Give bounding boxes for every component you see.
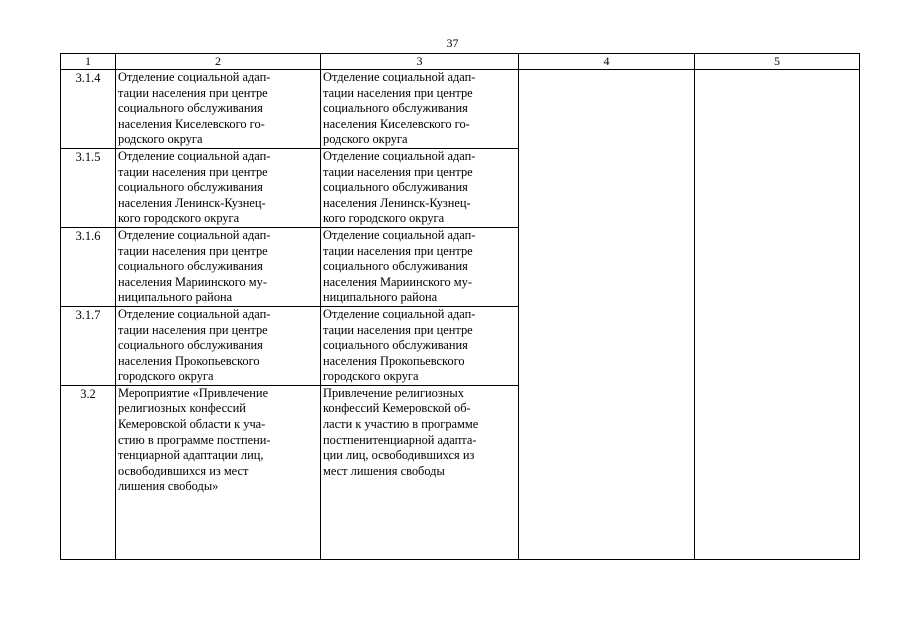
header-col-5: 5 [695, 54, 860, 70]
row-number: 3.2 [61, 385, 116, 559]
row-number: 3.1.4 [61, 70, 116, 149]
row-number: 3.1.6 [61, 227, 116, 306]
table-header-row [61, 54, 860, 70]
header-col-4: 4 [519, 54, 695, 70]
row-description: Отделение социальной адап- тации населения при центре социального обслуживания населения Прокопьевского городского округа [321, 306, 519, 385]
row-event-name: Отделение социальной адап- тации населения при центре социального обслуживания населения Киселевского го- родского округа [116, 70, 321, 149]
row-description: Привлечение религиозных конфессий Кемеровской об- ласти к участию в программе постпенитенциарной адапта- ции лиц, освободившихся из мест лишения свободы [321, 385, 519, 559]
row-number: 3.1.7 [61, 306, 116, 385]
column-5-cell [695, 70, 860, 560]
row-description: Отделение социальной адап- тации населения при центре социального обслуживания населения Ленинск-Кузнец- кого городского округа [321, 148, 519, 227]
row-number: 3.1.5 [61, 148, 116, 227]
row-description: Отделение социальной адап- тации населения при центре социального обслуживания населения Киселевского го- родского округа [321, 70, 519, 149]
row-event-name: Отделение социальной адап- тации населения при центре социального обслуживания населения Мариинского му- ниципального района [116, 227, 321, 306]
column-4-cell [519, 70, 695, 560]
row-event-name: Отделение социальной адап- тации населения при центре социального обслуживания населения Прокопьевского городского округа [116, 306, 321, 385]
page-number: 37 [446, 36, 459, 50]
header-col-1: 1 [61, 54, 116, 70]
row-description: Отделение социальной адап- тации населения при центре социального обслуживания населения Мариинского му- ниципального района [321, 227, 519, 306]
row-event-name: Отделение социальной адап- тации населения при центре социального обслуживания населения Ленинск-Кузнец- кого городского округа [116, 148, 321, 227]
header-col-2: 2 [116, 54, 321, 70]
table-row [61, 70, 860, 149]
header-col-3: 3 [321, 54, 519, 70]
row-event-name: Мероприятие «Привлечение религиозных конфессий Кемеровской области к уча- стию в программе постпени- тенциарной адаптации лиц, освободившихся из мест лишения свободы» [116, 385, 321, 559]
document-table [60, 53, 860, 560]
